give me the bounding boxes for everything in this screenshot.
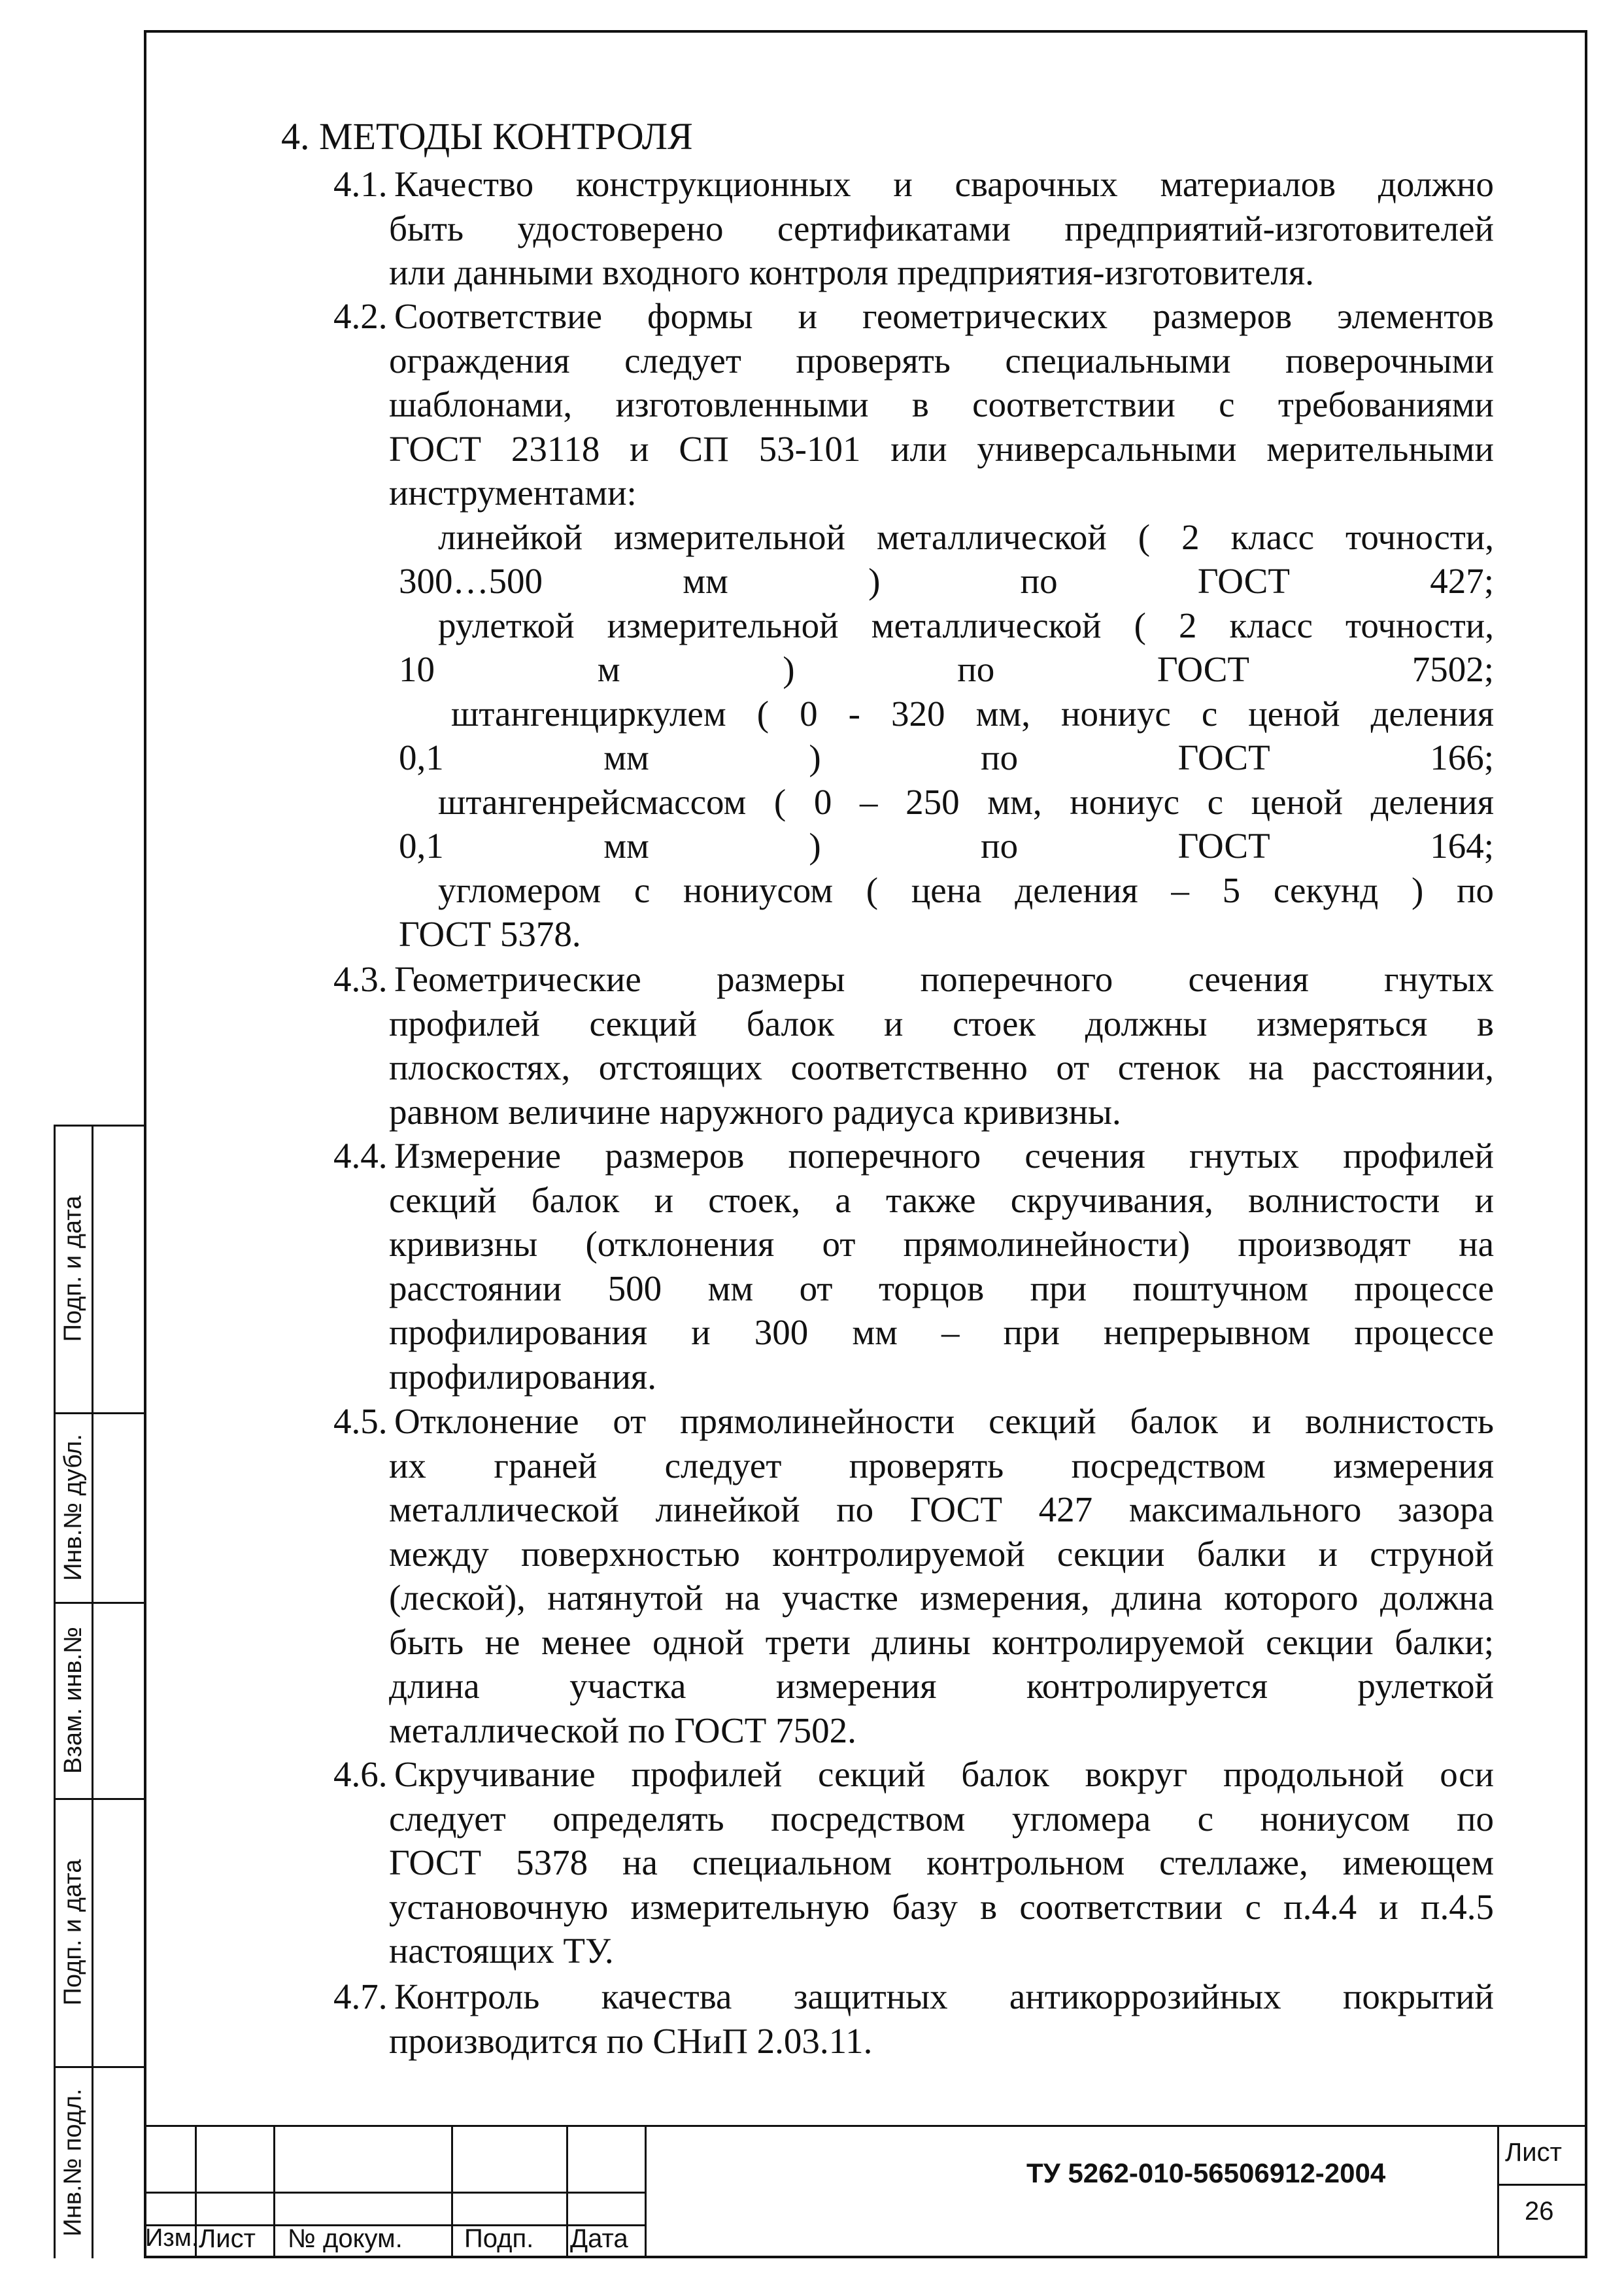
side-label: Подп. и дата — [59, 1195, 87, 1342]
col-label-date: Дата — [570, 2224, 628, 2253]
paragraph-line: инструментами: — [389, 473, 637, 513]
paragraph-first-line — [333, 1399, 1494, 1444]
paragraph-4-3 — [333, 957, 1494, 1134]
side-cell-signature-date-1 — [54, 1125, 93, 1412]
side-label: Инв.№ дубл. — [59, 1433, 87, 1581]
col-label-change: Изм. — [145, 2224, 199, 2252]
instrument-list-line: линейкой измерительной металлической ( 2 класс точности, — [438, 517, 1494, 557]
paragraph-line: профилей секций балок и стоек должны измеряться в — [389, 1003, 1494, 1044]
paragraph-4-2 — [333, 294, 1494, 957]
paragraph-number: 4.4. — [333, 1136, 388, 1176]
paragraph-number: 4.1. — [333, 164, 388, 204]
paragraph-line: секций балок и стоек, а также скручивания, волнистости и — [389, 1179, 1494, 1220]
sheet-label: Лист — [1505, 2138, 1562, 2167]
paragraph-line: металлической по ГОСТ 7502. — [389, 1710, 856, 1750]
paragraph-line: расстоянии 500 мм от торцов при поштучном процессе — [389, 1268, 1494, 1308]
paragraph-line: металлической линейкой по ГОСТ 427 максимального зазора — [389, 1489, 1494, 1529]
paragraph-4-6 — [333, 1752, 1494, 1973]
paragraph-4-5 — [333, 1399, 1494, 1752]
col-label-sheet: Лист — [199, 2224, 256, 2253]
paragraph-number: 4.6. — [333, 1754, 388, 1794]
paragraph-line: ГОСТ 5378 на специальном контрольном стеллаже, имеющем — [389, 1842, 1494, 1882]
paragraph-4-1 — [333, 162, 1494, 295]
paragraph-line: производится по СНиП 2.03.11. — [389, 2020, 873, 2061]
paragraph-text: Скручивание профилей секций балок вокруг продольной оси — [394, 1754, 1494, 1794]
instrument-list-line: штангенрейсмассом ( 0 – 250 мм, нониус с ценой деления — [438, 781, 1494, 822]
paragraph-first-line — [333, 294, 1494, 339]
paragraph-line: (леской), натянутой на участке измерения, длина которого должна — [389, 1578, 1494, 1618]
paragraph-number: 4.3. — [333, 959, 388, 999]
paragraph-first-line — [333, 957, 1494, 1002]
paragraph-line: кривизны (отклонения от прямолинейности) производят на — [389, 1224, 1494, 1264]
instrument-list-line: ГОСТ 5378. — [399, 914, 581, 954]
paragraph-line: длина участка измерения контролируется рулеткой — [389, 1666, 1494, 1706]
side-label: Взам. инв.№ — [59, 1626, 87, 1774]
instrument-list-line: 10 м ) по ГОСТ 7502; — [399, 649, 1494, 689]
paragraph-line: или данными входного контроля предприятия-изготовителя. — [389, 252, 1314, 292]
paragraph-text: Измерение размеров поперечного сечения гнутых профилей — [394, 1136, 1494, 1176]
paragraph-first-line — [333, 1134, 1494, 1178]
paragraph-4-4 — [333, 1134, 1494, 1399]
side-cell-replace-inv — [54, 1602, 93, 1798]
paragraph-line: быть не менее одной трети длины контролируемой секции балки; — [389, 1621, 1494, 1662]
paragraph-4-7 — [333, 1975, 1494, 2063]
paragraph-text: Соответствие формы и геометрических размеров элементов — [394, 296, 1494, 336]
instrument-list-line: угломером с нониусом ( цена деления – 5 секунд ) по — [438, 870, 1494, 910]
paragraph-first-line — [333, 1752, 1494, 1797]
paragraph-text: Отклонение от прямолинейности секций балок и волнистость — [394, 1401, 1494, 1441]
sheet-number: 26 — [1525, 2197, 1554, 2226]
instrument-list-line: 300…500 мм ) по ГОСТ 427; — [399, 561, 1494, 601]
paragraph-line: профилирования. — [389, 1356, 656, 1397]
paragraph-text: Качество конструкционных и сварочных материалов должно — [394, 164, 1494, 204]
paragraph-line: следует определять посредством угломера с нониусом по — [389, 1798, 1494, 1839]
paragraph-number: 4.7. — [333, 1977, 388, 2016]
side-cell-orig-inv — [54, 2066, 93, 2258]
paragraph-line: быть удостоверено сертификатами предприятий-изготовителей — [389, 208, 1494, 248]
paragraph-text: Контроль качества защитных антикоррозийных покрытий — [394, 1977, 1494, 2016]
paragraph-first-line — [333, 162, 1494, 207]
paragraph-number: 4.2. — [333, 296, 388, 336]
side-cell-dup-inv — [54, 1412, 93, 1602]
paragraph-line: плоскостях, отстоящих соответственно от стенок на расстоянии, — [389, 1047, 1494, 1087]
instrument-list-line: штангенциркулем ( 0 - 320 мм, нониус с ценой деления — [451, 693, 1494, 734]
paragraph-line: шаблонами, изготовленными в соответствии с требованиями — [389, 384, 1494, 424]
paragraph-line: их граней следует проверять посредством измерения — [389, 1445, 1494, 1485]
instrument-list-line: 0,1 мм ) по ГОСТ 164; — [399, 826, 1494, 866]
paragraph-first-line — [333, 1975, 1494, 2019]
paragraph-line: настоящих ТУ. — [389, 1931, 614, 1971]
instrument-list-line: 0,1 мм ) по ГОСТ 166; — [399, 738, 1494, 777]
side-label: Подп. и дата — [59, 1859, 87, 2005]
col-label-signature: Подп. — [464, 2224, 534, 2253]
paragraph-line: установочную измерительную базу в соответствии с п.4.4 и п.4.5 — [389, 1886, 1494, 1927]
section-heading: 4. МЕТОДЫ КОНТРОЛЯ — [281, 115, 693, 158]
instrument-list-line: рулеткой измерительной металлической ( 2 класс точности, — [438, 605, 1494, 645]
paragraph-line: равном величине наружного радиуса кривизны. — [389, 1091, 1121, 1132]
side-cell-signature-date-2 — [54, 1798, 93, 2066]
paragraph-text: Геометрические размеры поперечного сечения гнутых — [394, 959, 1494, 999]
document-code: ТУ 5262-010-56506912-2004 — [1026, 2158, 1386, 2188]
col-label-doc-number: № докум. — [288, 2224, 403, 2253]
side-label: Инв.№ подл. — [59, 2088, 87, 2237]
paragraph-number: 4.5. — [333, 1401, 388, 1441]
paragraph-line: между поверхностью контролируемой секции балки и струной — [389, 1533, 1494, 1574]
paragraph-line: профилирования и 300 мм – при непрерывном процессе — [389, 1312, 1494, 1352]
paragraph-line: ГОСТ 23118 и СП 53-101 или универсальными мерительными — [389, 428, 1494, 469]
paragraph-line: ограждения следует проверять специальными поверочными — [389, 340, 1494, 381]
